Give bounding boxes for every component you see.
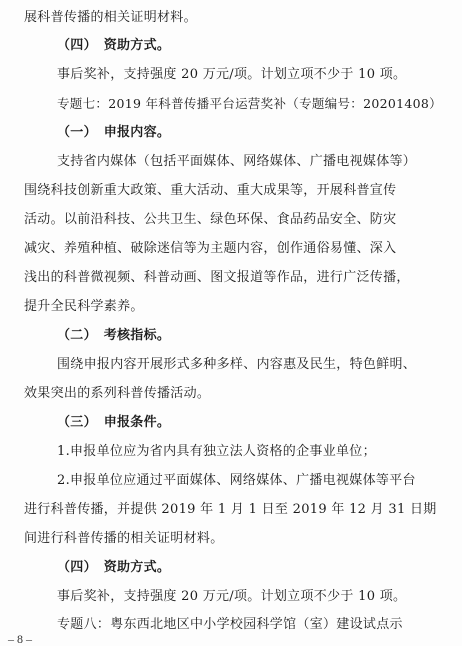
section-heading: （一） 申报内容。 [57,125,171,140]
text-line: 活动。以前沿科技、公共卫生、绿色环保、食品药品安全、防灾 [24,212,397,227]
text-line: 浅出的科普微视频、科普动画、图文报道等作品，进行广泛传播， [24,270,410,285]
text-line: 事后奖补，支持强度 20 万元/项。计划立项不少于 10 项。 [57,589,407,604]
text-line: 间进行科普传播的相关证明材料。 [24,531,224,546]
section-heading: （二） 考核指标。 [57,328,171,343]
page-number: – 8 – [8,632,32,646]
text-line: 减灾、养殖种植、破除迷信等为主题内容，创作通俗易懂、深入 [24,241,397,256]
topic-heading: 专题八：粤东西北地区中小学校园科学馆（室）建设试点示 [57,617,403,632]
section-heading: （四） 资助方式。 [57,38,171,53]
text-line: 进行科普传播，并提供 2019 年 1 月 1 日至 2019 年 12 月 31 日期 [24,502,437,517]
section-heading: （三） 申报条件。 [57,415,171,430]
text-line: 围绕科技创新重大政策、重大活动、重大成果等，开展科普宣传 [24,183,397,198]
text-line: 事后奖补，支持强度 20 万元/项。计划立项不少于 10 项。 [57,67,407,82]
text-line: 提升全民科学素养。 [24,299,144,314]
text-line: 2.申报单位应通过平面媒体、网络媒体、广播电视媒体等平台 [57,473,416,488]
text-line: 1.申报单位应为省内具有独立法人资格的企事业单位； [57,444,376,459]
text-line: 围绕申报内容开展形式多种多样、内容惠及民生，特色鲜明、 [57,357,417,372]
topic-heading: 专题七：2019 年科普传播平台运营奖补（专题编号：20201408） [57,96,442,111]
section-heading: （四） 资助方式。 [57,560,171,575]
text-line: 效果突出的系列科普传播活动。 [24,386,211,401]
text-line: 展科普传播的相关证明材料。 [24,10,197,25]
text-line: 支持省内媒体（包括平面媒体、网络媒体、广播电视媒体等） [57,154,417,169]
